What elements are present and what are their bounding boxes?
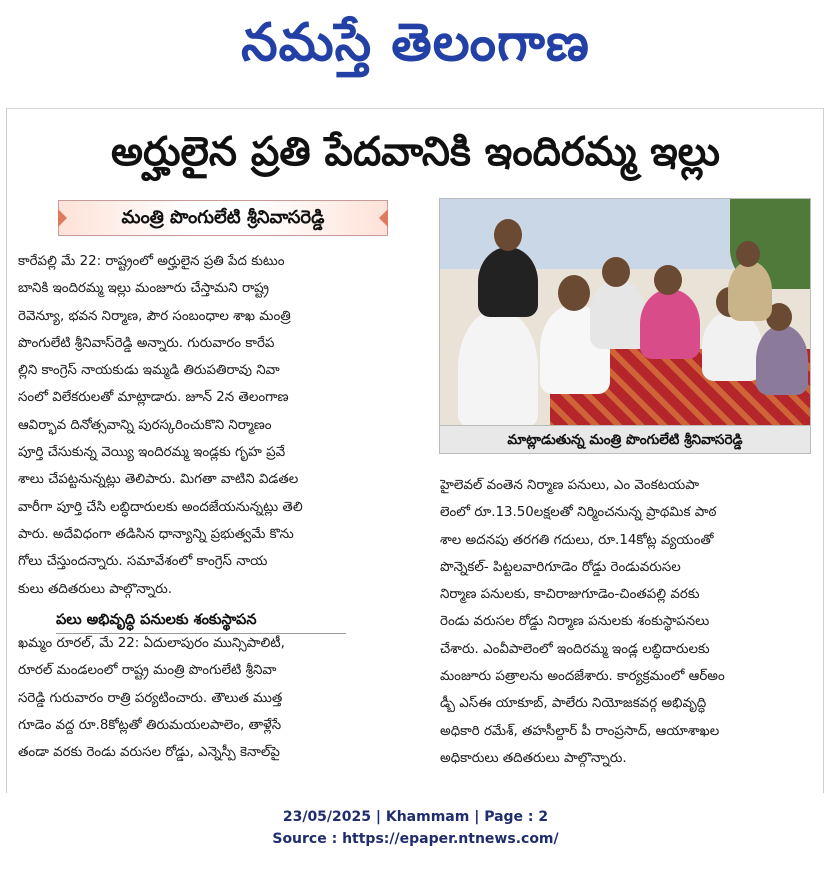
footer-source: Source : https://epaper.ntnews.com/	[272, 831, 559, 847]
article-text-line: రూరల్ మండలంలో రాష్ట్ర మంత్రి పొంగులేటి శ్రీనివా	[18, 663, 277, 679]
photo-person	[590, 279, 646, 349]
photo-person-head	[736, 241, 760, 267]
section-heading: పలు అభివృద్ధి పనులకు శంకుస్థాపన	[56, 612, 257, 628]
newspaper-masthead: నమస్తే తెలంగాణ	[241, 13, 590, 73]
article-text-line: పూర్తి చేసుకున్న వెయ్యి ఇందిరమ్మ ఇండ్లకు గృహ ప్రవే	[18, 445, 286, 461]
article-text-line: నిర్మాణ పనులకు, కాచిరాజుగూడెం-చింతపల్లి వరకు	[440, 587, 700, 603]
article-text-line: గూడెం వద్ద రూ.8కోట్లతో తిరుమయలపాలెం, తాళ్లేసే	[18, 718, 282, 734]
photo-person	[702, 311, 762, 381]
article-text-line: రెవెన్యూ, భవన నిర్మాణ, పౌర సంబంధాల శాఖ మంత్రి	[18, 308, 291, 324]
photo-person	[478, 247, 538, 317]
article-photo	[439, 198, 811, 426]
photo-person-head	[558, 275, 590, 311]
photo-person	[756, 325, 808, 395]
article-subhead: మంత్రి పొంగులేటి శ్రీనివాసరెడ్డి	[58, 200, 388, 236]
photo-person-head	[494, 219, 522, 251]
page-footer	[0, 806, 831, 850]
photo-person-head	[654, 265, 682, 295]
article-text-line: చేశారు. ఎంవీపాలెంలో ఇందిరమ్మ ఇండ్ల లబ్ధిదారులకు	[440, 641, 710, 657]
section-underline	[56, 633, 346, 634]
footer-date-edition: 23/05/2025 | Khammam | Page : 2	[282, 809, 549, 825]
article-text-line: గోలు చేస్తుందన్నారు. సమావేశంలో కాంగ్రెస్ నాయ	[18, 554, 268, 570]
article-text-line: వారీగా పూర్తి చేసి లబ్ధిదారులకు అందజేయనున్నట్లు తెలి	[18, 499, 303, 515]
article-text-line: పారు. అదేవిధంగా తడిసిన ధాన్యాన్ని ప్రభుత్వమే కొను	[18, 526, 294, 542]
article-text-line: పొంగులేటి శ్రీనివాస్‌రెడ్డి అన్నారు. గురువారం కారేప	[18, 335, 275, 351]
article-text-line: సంలో విలేకరులతో మాట్లాడారు. జూన్ 2న తెలంగాణ	[18, 390, 289, 406]
photo-caption: మాట్లాడుతున్న మంత్రి పొంగులేటి శ్రీనివాసరెడ్డి	[439, 426, 811, 454]
article-text-line: సరెడ్డి గురువారం రాత్రి పర్యటించారు. తౌలుత ముత్త	[18, 690, 283, 706]
article-text-line: కులు తదితరులు పాల్గొన్నారు.	[18, 581, 172, 597]
article-text-line: ఆవిర్భావ దినోత్సవాన్ని పురస్కరించుకొని నిర్మాణం	[18, 417, 272, 433]
photo-person	[458, 309, 538, 426]
article-text-line: లెంలో రూ.13.50లక్షలతో నిర్మించనున్న ప్రాథమిక పాఠ	[440, 505, 717, 521]
article-headline: అర్హులైన ప్రతి పేదవానికి ఇందిరమ్మ ఇల్లు	[110, 129, 721, 175]
article-column-1	[18, 248, 426, 767]
article-text-line: ల్లిని కాంగ్రెస్ నాయకుడు ఇమ్మడి తిరుపతిరావు నివా	[18, 363, 280, 379]
article-text-line: అధికారి రమేశ్, తహసీల్దార్ పీ రాంప్రసాద్, ఆయాశాఖల	[440, 723, 720, 739]
article-text-line: అధికారులు తదితరులు పాల్గొన్నారు.	[440, 750, 627, 766]
article-text-line: శాల అదనపు తరగతి గదులు, రూ.14కోట్ల వ్యయంతో	[440, 532, 714, 548]
article-text-line: పొన్నెకల్- పిట్టలవారిగూడెం రోడ్డు రెండువరుసల	[440, 559, 681, 575]
photo-person	[728, 261, 772, 321]
article-text-line: ఖమ్మం రూరల్, మే 22: ఏదులాపురం మున్సిపాలిటీ,	[18, 636, 285, 652]
article-text-line: హైలెవల్ వంతెన నిర్మాణ పనులు, ఎం వెంకటయపా	[440, 478, 700, 493]
article-text-line: కారేపల్లి మే 22: రాష్ట్రంలో అర్హులైన ప్రతి పేద కుటుం	[18, 254, 285, 269]
article-text-line: మంజూరు పత్రాలను అందజేశారు. కార్యక్రమంలో ఆర్అం	[440, 669, 725, 685]
article-text-line: డ్బీ ఎస్ఈ యాకూబ్, పాలేరు నియోజకవర్గ అభివృద్ధి	[440, 696, 707, 712]
article-text-line: తండా వరకు రెండు వరుసల రోడ్డు, ఎన్నెస్పీ కెనాల్‌పై	[18, 745, 280, 761]
top-divider	[7, 108, 823, 109]
article-column-2	[440, 472, 812, 772]
article-text-line: శాలు చేపట్టనున్నట్లు తెలిపారు. మిగతా వాటిని విడతల	[18, 472, 299, 488]
photo-person	[640, 289, 700, 359]
photo-person-head	[602, 257, 630, 287]
article-text-line: బానికి ఇందిరమ్మ ఇల్లు మంజూరు చేస్తామని రాష్ట్ర	[18, 281, 270, 297]
article-text-line: రెండు వరుసల రోడ్డు నిర్మాణ పనులకు శంకుస్థాపనలు	[440, 614, 710, 630]
